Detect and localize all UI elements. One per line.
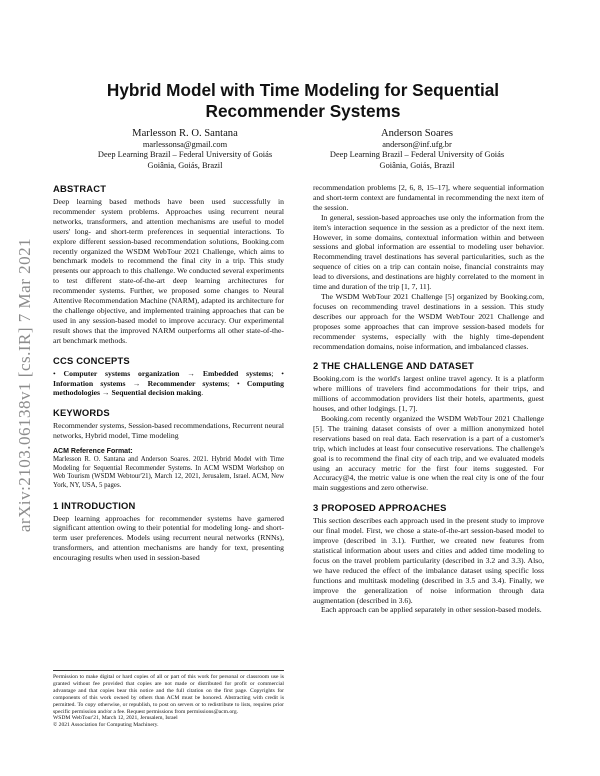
author-email[interactable]: marlessonsa@gmail.com (142, 140, 228, 149)
abstract-text: Deep learning based methods have been used successfully in recommender system problems. Approaches using recurrent neural networks, transformers, and attention mechanisms are useful to model users' long- and short-term preferences in sequential interactions. To explore different session-based recommendation solutions, Booking.com recently organized the WSDM WebTour 2021 Challenge, which aims to benchmark models to recommend the final city in a trip. This study presents our approach to this challenge. We conducted several experiments to test different state-of-the-art deep learning architectures for recommender systems. Further, we proposed some changes to Neural Attentive Recommendation Machine (NARM), adapted its architecture for the challenge objective, and implemented training approaches that can be used in any session-based model to improve accuracy. Our experimental result shows that the improved NARM outperforms all other state-of-the-art benchmark methods. (53, 197, 284, 345)
acm-ref-heading: ACM Reference Format: (53, 448, 133, 456)
intro-paragraph-1: Deep learning approaches for recommender systems have garnered significant attention owing to their potential for modeling long- and short-term user preferences. Models using recurrent neural networks (RNNs), transformers, and attention mechanisms are handy for text, presenting encouraging results when used in session-based (53, 513, 284, 563)
footnote-rule (53, 670, 284, 671)
author-block-1 (65, 127, 305, 171)
proposed-paragraph-2: Each approach can be applied separately in other session-based models. (321, 605, 542, 615)
author-email[interactable]: anderson@inf.ufg.br (382, 140, 452, 149)
keywords-text: Recommender systems, Session-based recommendations, Recurrent neural networks, Hybrid model, Time modeling (53, 421, 284, 441)
copyright-text: © 2021 Association for Computing Machinery. (53, 722, 159, 729)
arxiv-stamp: arXiv:2103.06138v1 [cs.IR] 7 Mar 2021 (15, 237, 34, 533)
author-location: Goiânia, Goiás, Brazil (147, 160, 223, 170)
proposed-heading: 3 PROPOSED APPROACHES (313, 502, 447, 514)
author-block-2 (297, 127, 537, 171)
challenge-paragraph-1: Booking.com is the world's largest online travel agency. It is a platform where millions of travelers find accommodations for their trips, and millions of accommodation providers list their hotels, apartments, guest houses, and other lodgings. [1, 7]. (313, 374, 544, 414)
author-name: Marlesson R. O. Santana (132, 128, 238, 139)
right-column (313, 183, 544, 615)
permission-footnote (53, 670, 284, 729)
venue-text: WSDM WebTour'21, March 12, 2021, Jerusalem, Israel (53, 715, 178, 722)
ccs-concepts: • Computer systems organization → Embedded systems; • Information systems → Recommender systems; • Computing methodologies → Sequential decision making. (53, 368, 285, 398)
author-location: Goiânia, Goiás, Brazil (379, 160, 455, 170)
permission-text: Permission to make digital or hard copies of all or part of this work for personal or classroom use is granted without fee provided that copies are not made or distributed for profit or commercial advantage and that copies bear this notice and the full citation on the first page. Copyrights for components of this work owned by others than ACM must be honored. Abstracting with credit is permitted. To copy otherwise, or republish, to post on servers or to redistribute to lists, requires prior specific permission and/or a fee. Request permissions from permissions@acm.org. (53, 674, 284, 715)
challenge-paragraph-2: Booking.com recently organized the WSDM WebTour 2021 Challenge [5]. The training dataset consists of over a million anonymized hotel reservations based on real data. Each reservation is a part of a customer's trip, which includes at least four consecutive reservations. The challenge's goal is to recommend the final city of each trip, and we evaluated models using an accuracy metric for the first four items suggested. For Accuracy@4, the metric value is one when the real city is one of the four main suggestions and zero otherwise. (313, 414, 544, 493)
paper-title: Hybrid Model with Time Modeling for Sequential Recommender Systems (106, 80, 500, 121)
author-affiliation: Deep Learning Brazil – Federal University of Goiás (97, 150, 273, 160)
intro-paragraph-1-cont: recommendation problems [2, 6, 8, 15–17], where sequential information and short-term context are fundamental in recommending the next item of the session. (313, 183, 544, 212)
author-name: Anderson Soares (380, 128, 454, 139)
intro-heading: 1 INTRODUCTION (53, 499, 136, 511)
keywords-heading: KEYWORDS (53, 407, 110, 419)
proposed-paragraph-1: This section describes each approach used in the present study to improve our final model. First, we chose a state-of-the-art session-based model to improve (described in 3.1). Further, we created new features from statistical information about users and cities and added time modeling to focus on the travel problem particularity (described in 3.2 and 3.3). Also, we have reduced the effect of the imbalance dataset using specific loss functions and multitask modeling (described in 3.5 and 3.4). Finally, we improve the generalization of noise information through data augmentation (described in 3.6). (313, 516, 544, 605)
abstract-heading: ABSTRACT (53, 183, 107, 194)
intro-paragraph-3: The WSDM WebTour 2021 Challenge [5] organized by Booking.com, focuses on recommending travel destinations in a session. This study describes our approach for the WSDM WebTour 2021 Challenge and proposes some approaches that can improve session-based models for recommender systems, especially with the highly time-dependent recommendation domains, noise information, and imbalanced classes. (313, 291, 544, 351)
left-column (53, 183, 284, 563)
challenge-heading: 2 THE CHALLENGE AND DATASET (313, 360, 474, 372)
ccs-heading: CCS CONCEPTS (53, 354, 130, 366)
intro-paragraph-2: In general, session-based approaches use only the information from the item's interaction sequence in the session as a predictor of the next item. However, in some domains, contextual information within and between sessions and global information are essential to modeling user behavior. Recommending travel destinations has several particularities, such as the sequence of cities on a trip can contain noise, financial constraints may lead to diversions, and destinations are highly correlated to the moment in time and duration of the trip [1, 7, 11]. (313, 212, 544, 292)
acm-ref-text: Marlesson R. O. Santana and Anderson Soares. 2021. Hybrid Model with Time Modeling for Sequential Recommender Systems. In ACM WSDM Workshop on Web Tourism (WSDM Webtour'21), March 12, 2021, Jerusalem, Israel. ACM, New York, NY, USA, 5 pages. (53, 456, 284, 489)
author-affiliation: Deep Learning Brazil – Federal University of Goiás (329, 150, 505, 160)
